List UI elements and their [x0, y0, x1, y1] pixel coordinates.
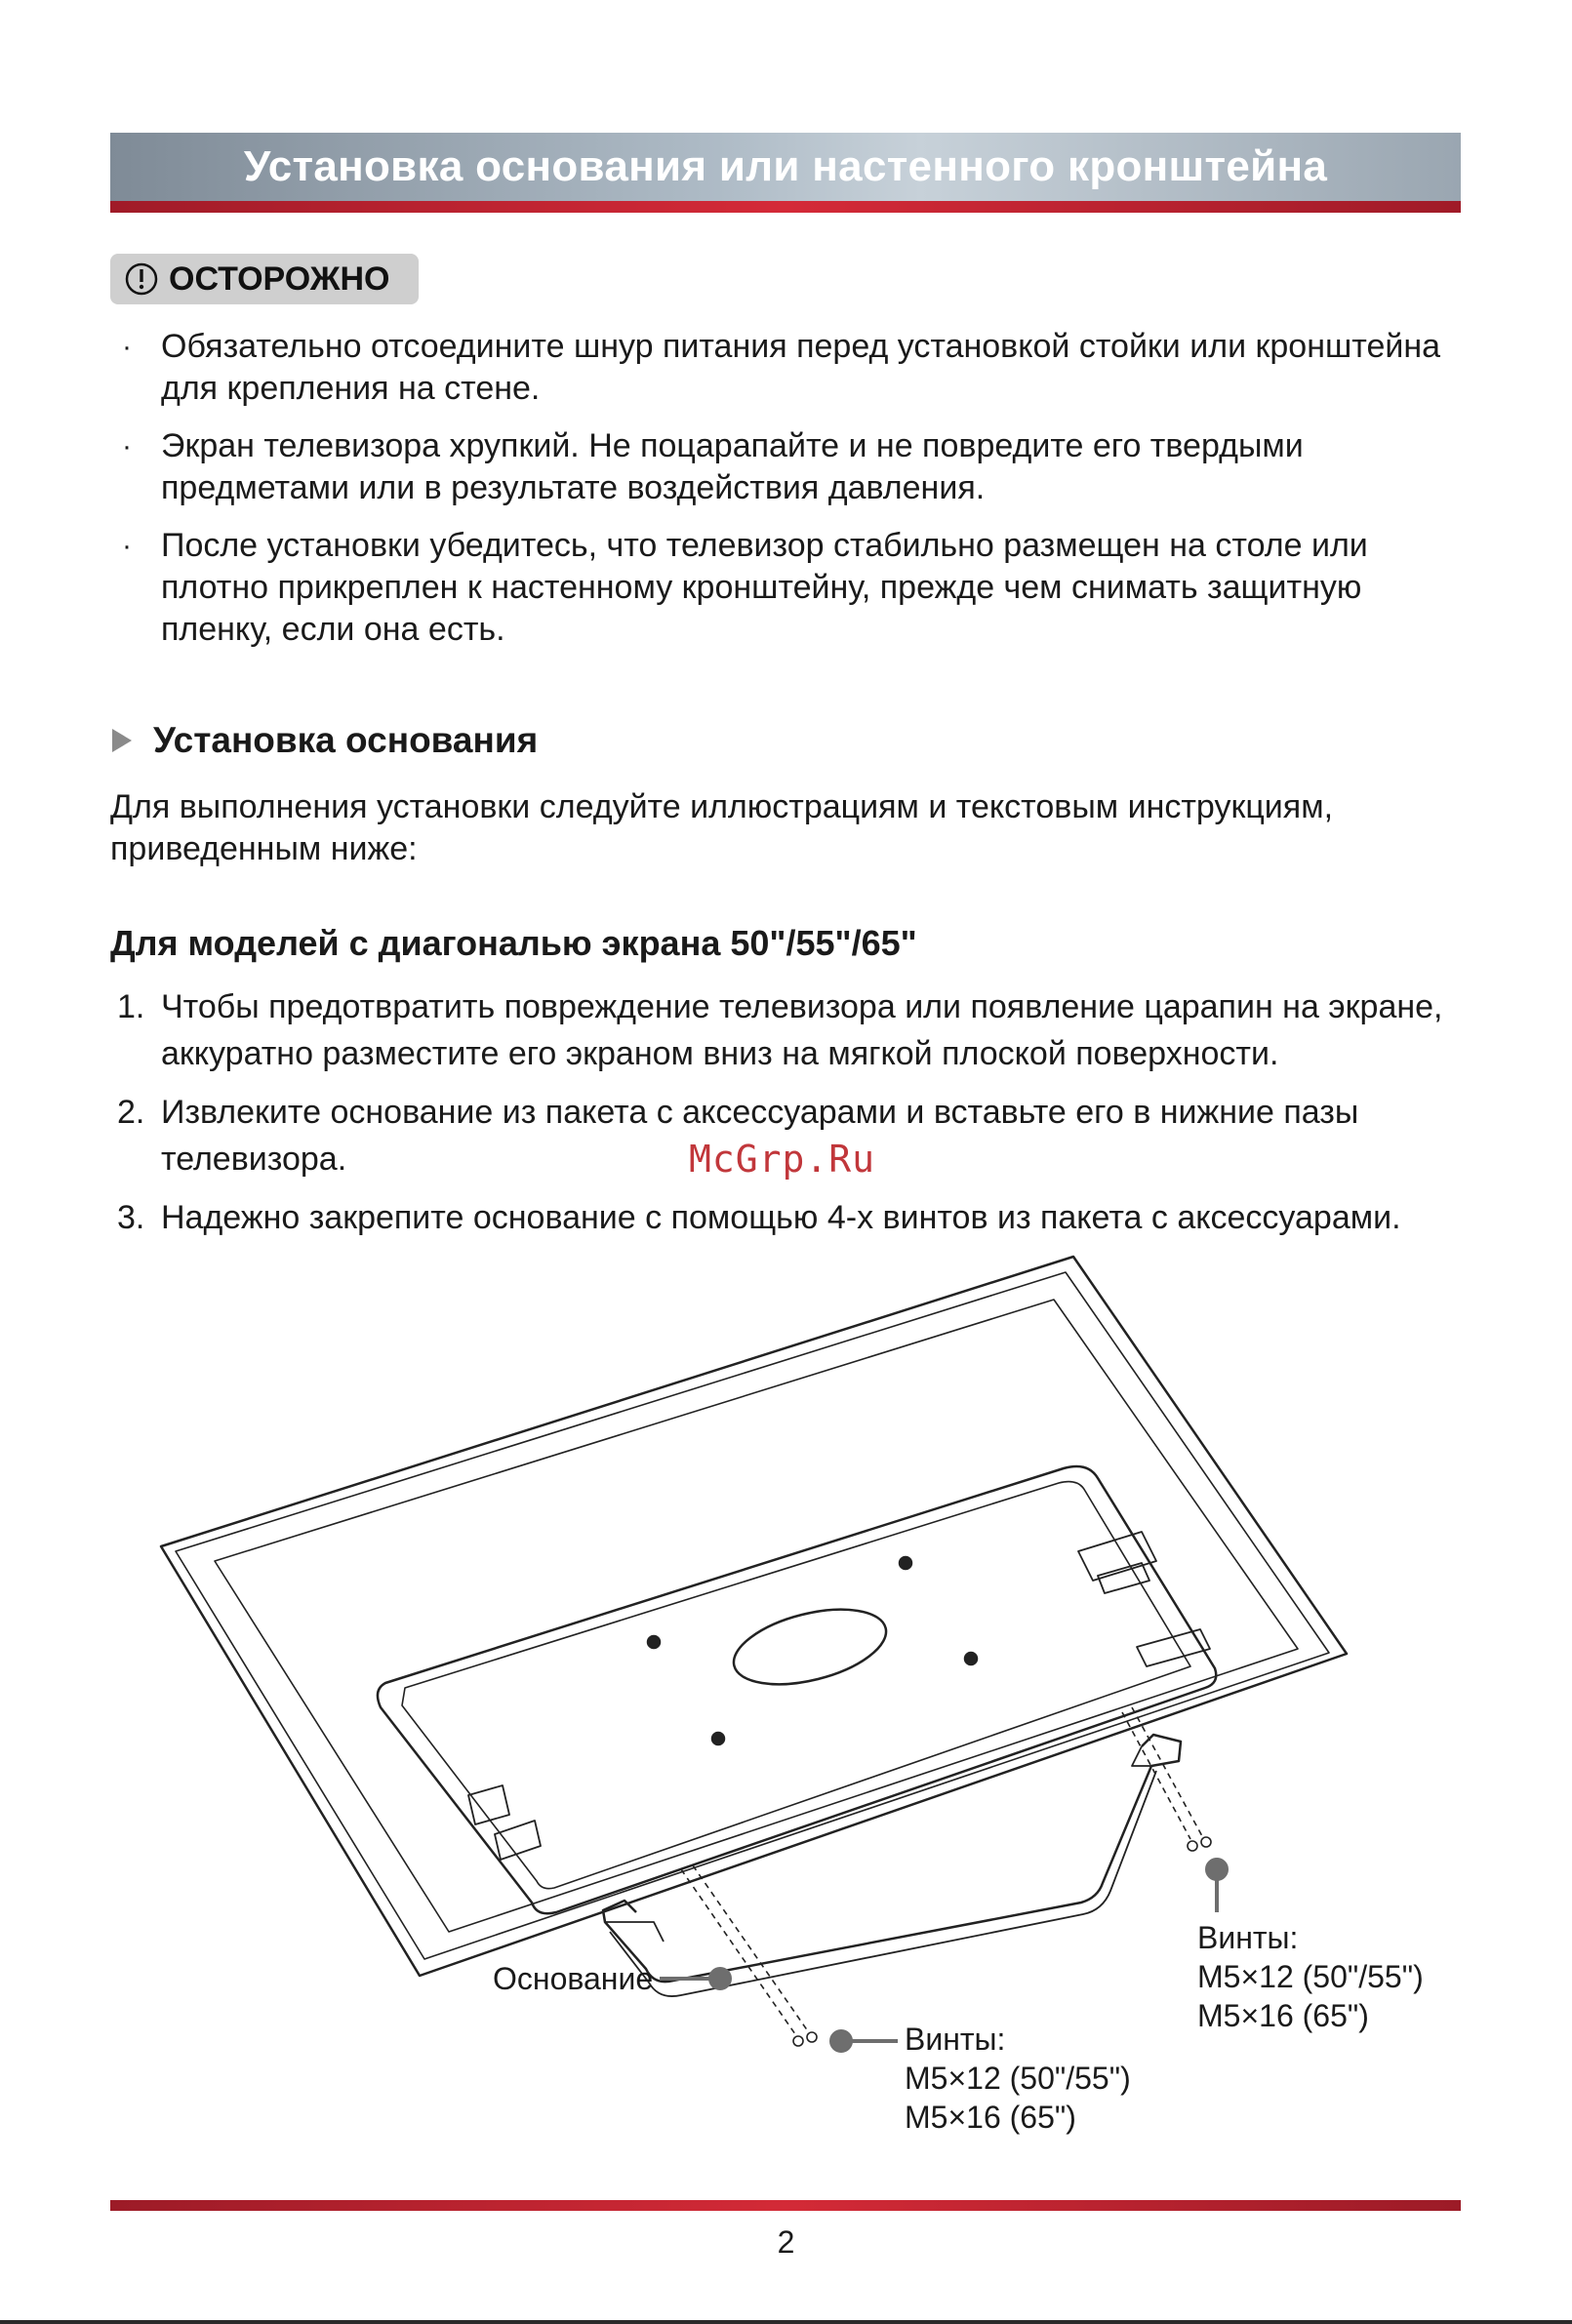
- caution-list: [110, 326, 1476, 666]
- section-intro: Для выполнения установки следуйте иллюстрациям и текстовым инструкциям, приведенным ниже:: [110, 788, 1334, 867]
- caution-item-text: После установки убедитесь, что телевизор стабильно размещен на столе или плотно прикреплен к настенному кронштейну, прежде чем снимать защитную пленку, если она есть.: [161, 527, 1368, 648]
- screws-bottom-callout: [905, 2020, 1131, 2137]
- screws-title: Винты:: [905, 2022, 1006, 2057]
- caution-label: ОСТОРОЖНО: [169, 260, 390, 298]
- footer-accent-line: [110, 2200, 1461, 2211]
- list-item: [110, 1194, 1476, 1241]
- screws-spec-1: M5×12 (50"/55"): [905, 2061, 1131, 2096]
- screws-spec-1: M5×12 (50"/55"): [1197, 1959, 1424, 1994]
- tv-stand-illustration: [146, 1239, 1376, 2078]
- section-title: Установка основания: [153, 720, 539, 760]
- step-number: 2.: [117, 1094, 145, 1131]
- bullet-icon: ·: [122, 430, 132, 462]
- bullet-icon: ·: [122, 331, 132, 363]
- page-bottom-edge: [0, 2320, 1572, 2324]
- warning-icon: [124, 261, 159, 297]
- caution-item-text: Обязательно отсоедините шнур питания перед установкой стойки или кронштейна для крепления на стене.: [161, 328, 1441, 407]
- step-text: Надежно закрепите основание с помощью 4-х винтов из пакета с аксессуарами.: [161, 1199, 1401, 1236]
- screws-right-callout: [1197, 1918, 1424, 2035]
- step-number: 3.: [117, 1199, 145, 1236]
- caution-item-text: Экран телевизора хрупкий. Не поцарапайте и не повредите его твердыми предметами или в результате воздействия давления.: [161, 427, 1304, 506]
- page-title: Установка основания или настенного кронштейна: [243, 142, 1328, 190]
- list-item: [110, 983, 1476, 1077]
- step-text: Извлеките основание из пакета с аксессуарами и вставьте его в нижние пазы телевизора.: [161, 1094, 1359, 1178]
- list-item: [110, 425, 1476, 509]
- base-label: Основание: [493, 1961, 654, 1996]
- banner-accent-line: [110, 201, 1461, 213]
- list-item: [110, 525, 1476, 651]
- page-number: 2: [777, 2224, 795, 2260]
- step-text: Чтобы предотвратить повреждение телевизора или появление царапин на экране, аккуратно разместите его экраном вниз на мягкой плоской поверхности.: [161, 988, 1443, 1072]
- bullet-icon: ·: [122, 530, 132, 562]
- screws-title: Винты:: [1197, 1920, 1299, 1955]
- models-subtitle: Для моделей с диагональю экрана 50"/55"/65": [110, 923, 917, 963]
- screws-spec-2: M5×16 (65"): [1197, 1998, 1369, 2033]
- section-heading: [110, 720, 538, 761]
- triangle-bullet-icon: [110, 727, 134, 754]
- screws-spec-2: M5×16 (65"): [905, 2100, 1076, 2135]
- header-banner: [110, 133, 1461, 213]
- step-number: 1.: [117, 988, 145, 1025]
- list-item: [110, 326, 1476, 410]
- steps-list: [110, 983, 1476, 1253]
- watermark: McGrp.Ru: [689, 1138, 876, 1181]
- caution-badge: [110, 254, 419, 304]
